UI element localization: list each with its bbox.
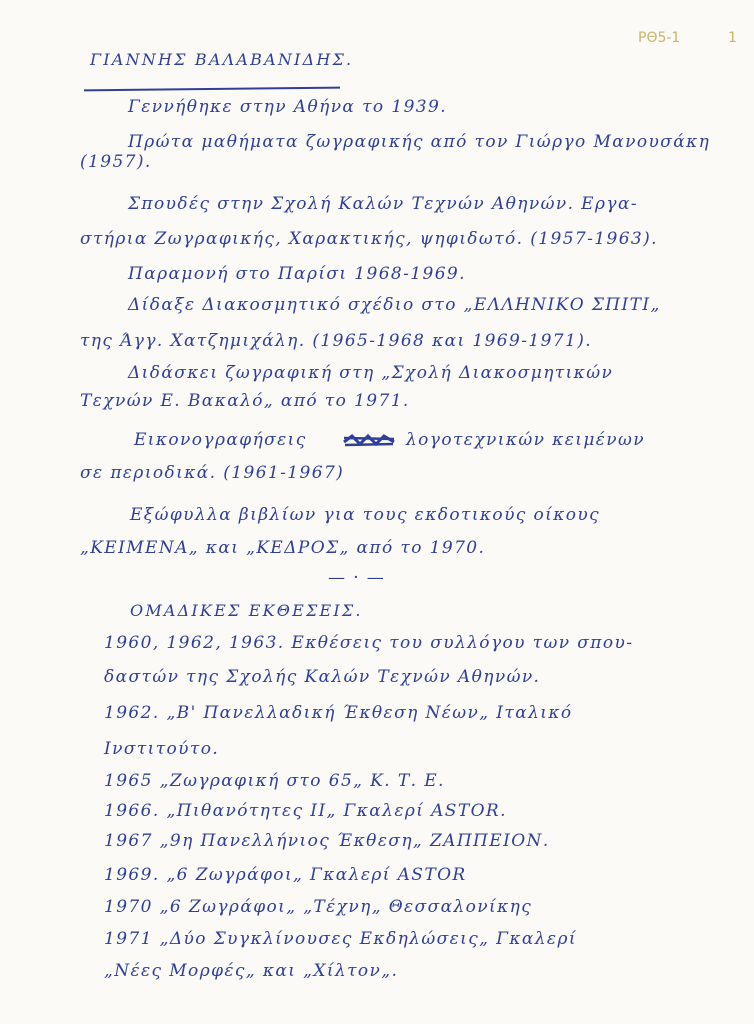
- bio-line-10: Τεχνών Ε. Βακαλό„ από το 1971.: [80, 391, 410, 411]
- exhibition-line-7: 1967 „9η Πανελλήνιος Έκθεση„ ΖΑΠΠΕΙΟΝ.: [104, 831, 550, 851]
- bio-line-2: Πρώτα μαθήματα ζωγραφικής από τον Γιώργο Μανουσάκη: [128, 132, 711, 152]
- exhibition-line-9: 1970 „6 Ζωγράφοι„ „Τέχνη„ Θεσσαλονίκης: [104, 897, 533, 917]
- exhibition-line-3: 1962. „Β' Πανελλαδική Έκθεση Νέων„ Ιταλικό: [104, 703, 573, 723]
- bio-line-3: (1957).: [80, 152, 152, 172]
- bio-line-11b: λογοτεχνικών κειμένων: [406, 430, 646, 450]
- exhibition-line-1: 1960, 1962, 1963. Εκθέσεις του συλλόγου των σπου-: [104, 633, 634, 653]
- author-name: ΓΙΑΝΝΗΣ ΒΑΛΑΒΑΝΙΔΗΣ.: [90, 50, 354, 69]
- exhibitions-heading: ΟΜΑΔΙΚΕΣ ΕΚΘΕΣΕΙΣ.: [130, 601, 363, 620]
- crossed-out-word: [342, 430, 398, 452]
- bio-line-9: Διδάσκει ζωγραφική στη „Σχολή Διακοσμητικών: [128, 363, 614, 383]
- bio-line-11a: Εικονογραφήσεις: [134, 430, 307, 450]
- exhibition-line-2: δαστών της Σχολής Καλών Τεχνών Αθηνών.: [104, 667, 541, 687]
- archive-reference: ΡΘ5-1: [638, 30, 681, 46]
- bio-line-8: της Άγγ. Χατζημιχάλη. (1965-1968 και 1969-1971).: [80, 331, 593, 351]
- exhibition-line-4: Ινστιτούτο.: [104, 739, 220, 759]
- bio-line-13: Εξώφυλλα βιβλίων για τους εκδοτικούς οίκους: [130, 505, 601, 525]
- section-separator: — · —: [328, 568, 386, 588]
- exhibition-line-8: 1969. „6 Ζωγράφοι„ Γκαλερί ASTOR: [104, 865, 467, 885]
- bio-line-4: Σπουδές στην Σχολή Καλών Τεχνών Αθηνών. Εργα-: [128, 194, 638, 214]
- exhibition-line-6: 1966. „Πιθανότητες ΙΙ„ Γκαλερί ASTOR.: [104, 801, 507, 821]
- exhibition-line-5: 1965 „Ζωγραφική στο 65„ Κ. Τ. Ε.: [104, 771, 445, 791]
- page-number: 1: [728, 30, 737, 46]
- bio-line-12: σε περιοδικά. (1961-1967): [80, 463, 345, 483]
- exhibition-line-11: „Νέες Μορφές„ και „Χίλτον„.: [104, 961, 399, 981]
- exhibition-line-10: 1971 „Δύο Συγκλίνουσες Εκδηλώσεις„ Γκαλερί: [104, 929, 577, 949]
- bio-line-14: „ΚΕΙΜΕΝΑ„ και „ΚΕΔΡΟΣ„ από το 1970.: [80, 538, 486, 558]
- bio-line-7: Δίδαξε Διακοσμητικό σχέδιο στο „ΕΛΛΗΝΙΚΟ ΣΠΙΤΙ„: [128, 295, 661, 315]
- bio-line-1: Γεννήθηκε στην Αθήνα το 1939.: [128, 97, 448, 117]
- author-underline: [84, 87, 340, 92]
- bio-line-5: στήρια Ζωγραφικής, Χαρακτικής, ψηφιδωτό. (1957-1963).: [80, 229, 658, 249]
- bio-line-6: Παραμονή στο Παρίσι 1968-1969.: [128, 264, 466, 284]
